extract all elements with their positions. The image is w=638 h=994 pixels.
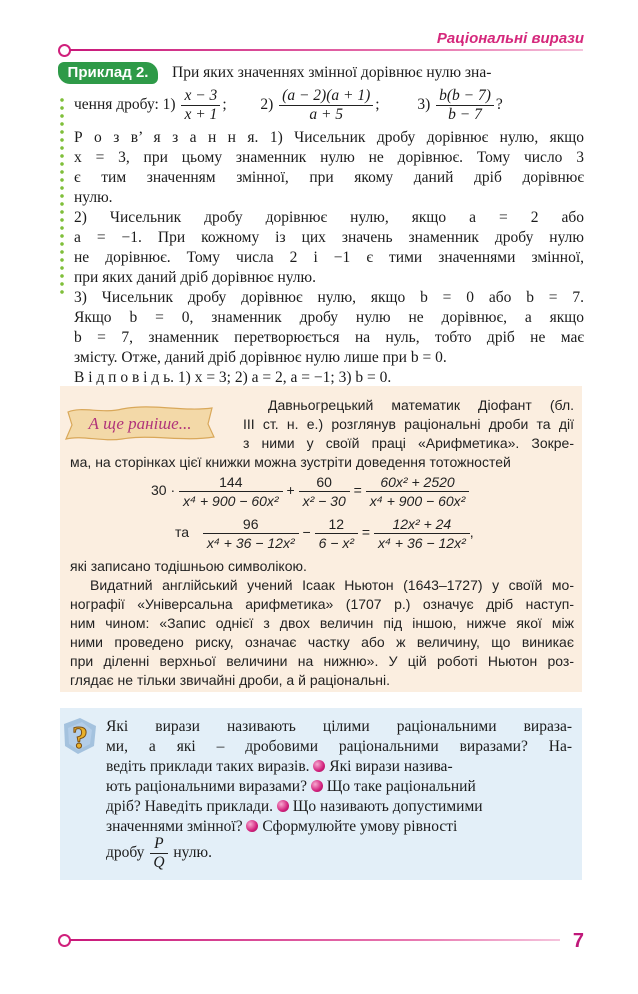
solution-line: 3) Чисельник дробу дорівнює нулю, якщо b = 0 або b = 7. bbox=[74, 289, 584, 306]
solution-line: є тим значенням змінної, при якому даний дріб дорівнює bbox=[74, 169, 584, 186]
svg-text:?: ? bbox=[72, 719, 88, 755]
solution-line: Р о з в’ я з а н н я. 1) Чисельник дробу дорівнює нулю, якщо bbox=[74, 129, 584, 146]
fraction-3: $\frac{b(b - 7)}{b - 7}$ bbox=[436, 87, 494, 124]
example-question-line2: чення дробу: 1) $\frac{x - 3}{x + 1}$ ; 2) $\frac{(a - 2)(a + 1)}{a + 5}$ ; 3) $\frac{b(b - 7)}{b - 7}$ ? bbox=[74, 87, 503, 123]
footer-rule bbox=[70, 939, 560, 941]
question-prefix: чення дробу: 1) bbox=[74, 96, 176, 114]
solution-line: не дорівнює. Тому числа 2 і −1 є тими значеннями змінної, bbox=[74, 249, 584, 266]
identity-2-frac-3: $\frac{\text{12x² + 24}}{\text{x⁴ + 36 − 12x²}}$ bbox=[374, 515, 470, 552]
example-question-line1: При яких значеннях змінної дорівнює нулю зна- bbox=[172, 64, 492, 81]
history-line: які записано тодішньою символікою. bbox=[70, 558, 307, 574]
newton-line: ними проведено риску, означає частку або ж величину, що виникає bbox=[70, 634, 574, 650]
section-title: Раціональні вирази bbox=[436, 30, 584, 47]
history-line: III ст. н. е.) розглянув раціональні дроби та дії bbox=[243, 416, 574, 432]
identity-1: 30 · $\frac{144}{\text{x⁴ + 900 − 60x²}}$ + $\frac{60}{\text{x² − 30}}$ = $\frac{\text{60x² + 2520}}{\text{x⁴ + 900 − 60x²}}$ bbox=[151, 473, 469, 513]
newton-line: ним чином: «Запис однієї з двох величин під іншою, нижче якої між bbox=[70, 615, 574, 631]
identity-1-frac-2: $\frac{60}{\text{x² − 30}}$ bbox=[299, 473, 350, 510]
solution-line: b = 7, знаменник перетворюється на нуль, тобто дріб не має bbox=[74, 329, 584, 346]
identity-2: та $\frac{96}{\text{x⁴ + 36 − 12x²}}$ − $\frac{12}{\text{6 − x²}}$ = $\frac{\text{12x² + 24}}{\text{x⁴ + 36 − 12x²}}$ , bbox=[175, 516, 474, 551]
identity-2-frac-2: $\frac{12}{\text{6 − x²}}$ bbox=[315, 515, 358, 552]
item3-label: 3) bbox=[417, 96, 431, 114]
solution-line: змісту. Отже, даний дріб дорівнює нулю лише при b = 0. bbox=[74, 349, 447, 366]
bullet-icon bbox=[246, 820, 258, 832]
question-line: дробу $\frac{P}{Q}$ нулю. bbox=[106, 835, 212, 871]
question-line: ють раціональними виразами? Що таке раціональний bbox=[106, 778, 476, 795]
history-tag-banner bbox=[62, 404, 218, 442]
newton-line: при діленні верхньої величини на нижню». У цій роботі Ньютон роз- bbox=[70, 653, 574, 669]
question-line: значеннями змінної? Сформулюйте умову рівності bbox=[106, 818, 458, 835]
identity-1-frac-1: $\frac{144}{\text{x⁴ + 900 − 60x²}}$ bbox=[179, 473, 283, 510]
solution-line: 2) Чисельник дробу дорівнює нулю, якщо a = 2 або bbox=[74, 209, 584, 226]
solution-line: Якщо b = 0, знаменник дробу нулю не дорівнює, а якщо bbox=[74, 309, 584, 326]
page-number: 7 bbox=[572, 930, 584, 952]
question-line: Які вирази називають цілими раціональними виразa- bbox=[106, 718, 572, 735]
history-line: Давньогрецький математик Діофант (бл. bbox=[268, 397, 574, 413]
history-tag-label: А ще раніше... bbox=[88, 414, 192, 433]
solution-line: нулю. bbox=[74, 189, 113, 206]
bullet-icon bbox=[313, 760, 325, 772]
history-line: з ними у своїй праці «Арифметика». Зокре- bbox=[243, 435, 574, 451]
bullet-icon bbox=[277, 800, 289, 812]
history-line: ма, на сторінках цієї книжки можна зустріти доведення тотожностей bbox=[70, 454, 511, 470]
question-mark-icon bbox=[60, 716, 100, 756]
fraction-p-over-q: $\frac{P}{Q}$ bbox=[150, 835, 167, 872]
solution-line: a = −1. При кожному із цих значень знаменник дробу нулю bbox=[74, 229, 584, 246]
newton-line: глядає не тільки звичайні дроби, а й раціональні. bbox=[70, 672, 391, 688]
identity-1-frac-3: $\frac{\text{60x² + 2520}}{\text{x⁴ + 900 − 60x²}}$ bbox=[366, 473, 470, 510]
newton-line: нографії «Універсальна арифметика» (1707 р.) означує дріб наступ- bbox=[70, 596, 574, 612]
decorative-dots bbox=[60, 96, 64, 296]
example-badge: Приклад 2. bbox=[58, 62, 158, 84]
header-rule bbox=[70, 49, 583, 51]
solution-line: x = 3, при цьому знаменник нулю не дорівнює. Тому число 3 bbox=[74, 149, 584, 166]
question-line: ми, а які – дробовими раціональними виразами? На- bbox=[106, 738, 572, 755]
identity-2-frac-1: $\frac{96}{\text{x⁴ + 36 − 12x²}}$ bbox=[203, 515, 299, 552]
item2-label: 2) bbox=[260, 96, 274, 114]
newton-line: Видатний англійський учений Ісаак Ньютон (1643–1727) у своїй мо- bbox=[90, 577, 574, 593]
fraction-1: $\frac{x - 3}{x + 1}$ bbox=[181, 87, 220, 124]
question-line: дріб? Наведіть приклади. Що називають допустимими bbox=[106, 798, 483, 815]
solution-line: при яких даний дріб дорівнює нулю. bbox=[74, 269, 316, 286]
fraction-2: $\frac{(a - 2)(a + 1)}{a + 5}$ bbox=[279, 87, 373, 124]
question-line: ведіть приклади таких виразів. Які вирази назива- bbox=[106, 758, 453, 775]
bullet-icon bbox=[311, 780, 323, 792]
answer-line: В і д п о в і д ь. 1) x = 3; 2) a = 2, a = −1; 3) b = 0. bbox=[74, 369, 392, 386]
